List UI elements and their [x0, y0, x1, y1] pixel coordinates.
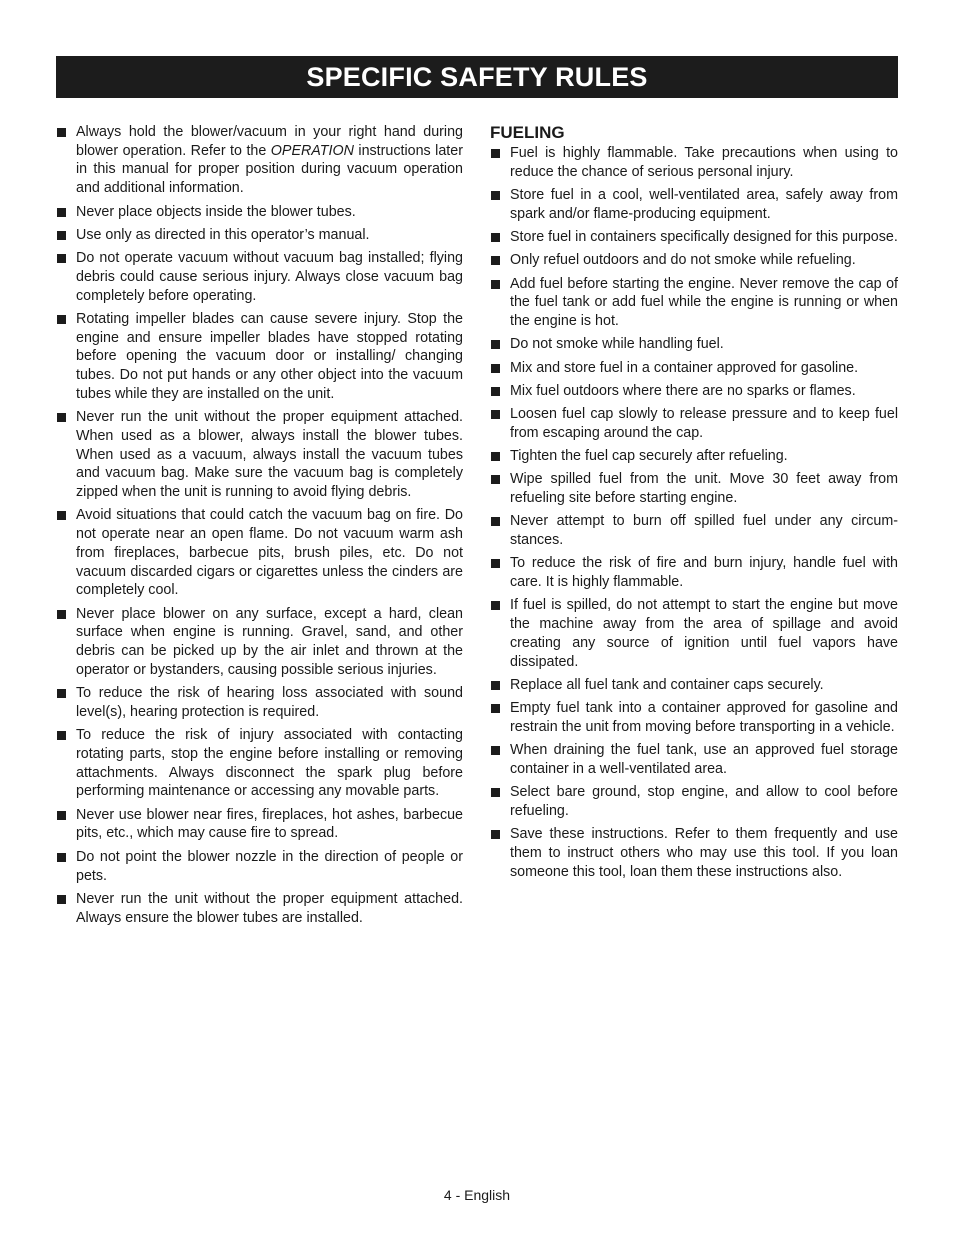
rule-text: Only refuel outdoors and do not smoke while refueling. — [510, 252, 856, 269]
page-number: 4 - English — [443, 1187, 511, 1203]
rule-text: Never run the unit without the proper equipment attached. Always ensure the blower tubes are installed. — [76, 890, 463, 926]
rule-text-part: instructions later in this manual for proper position during vacuum operation and additional information. — [76, 142, 463, 197]
square-bullet-icon — [491, 364, 500, 373]
operation-reference: OPERATION — [270, 142, 354, 159]
square-bullet-icon — [57, 413, 66, 422]
rule-text: Never place blower on any surface, except a hard, clean surface when engine is running. Gravel, sand, and other debris can be picked up by the air inlet and thrown at the operator or bystanders, causing possible serious injuries. — [76, 605, 463, 678]
page-title: SPECIFIC SAFETY RULES — [306, 61, 648, 92]
square-bullet-icon — [491, 452, 500, 461]
left-column — [56, 123, 463, 932]
safety-rules-list — [56, 123, 463, 927]
list-item — [490, 596, 898, 671]
square-bullet-icon — [57, 315, 66, 324]
square-bullet-icon — [491, 149, 500, 158]
list-item — [490, 382, 898, 401]
right-column — [490, 123, 898, 886]
rule-text: Add fuel before starting the engine. Never remove the cap of the fuel tank or add fuel while the engine is running or when the engine is hot. — [510, 275, 898, 329]
square-bullet-icon — [491, 410, 500, 419]
list-item — [490, 335, 898, 354]
square-bullet-icon — [57, 128, 66, 137]
square-bullet-icon — [491, 746, 500, 755]
rule-text: Never attempt to burn off spilled fuel under any circum- stances. — [510, 513, 898, 549]
square-bullet-icon — [57, 811, 66, 820]
list-item — [490, 825, 898, 881]
square-bullet-icon — [491, 233, 500, 242]
rule-text: Use only as directed in this operator’s manual. — [76, 226, 370, 243]
list-item — [56, 226, 463, 245]
list-item — [56, 890, 463, 927]
rule-text: Save these instructions. Refer to them frequently and use them to instruct others who may use this tool. If you loan someone this tool, loan them these instructions also. — [510, 826, 898, 880]
rule-text: Tighten the fuel cap securely after refueling. — [510, 448, 788, 465]
list-item — [490, 447, 898, 466]
list-item — [490, 676, 898, 695]
square-bullet-icon — [491, 681, 500, 690]
rule-text: To reduce the risk of injury associated with contacting rotating parts, stop the engine before installing or removing attachments. Always disconnect the spark plug before performing maintenance or accessing any movable parts. — [76, 727, 463, 800]
list-item — [56, 203, 463, 222]
rule-text: Store fuel in containers specifically designed for this purpose. — [510, 229, 898, 245]
rule-text: Avoid situations that could catch the vacuum bag on fire. Do not operate near an open flame. Do not vacuum warm ash from fireplaces, barbecue pits, brush piles, etc. Do not vacuum discarded cigars or cigarettes unless the cinders are completely cool. — [76, 507, 463, 599]
square-bullet-icon — [57, 208, 66, 217]
square-bullet-icon — [491, 517, 500, 526]
list-item — [490, 228, 898, 247]
list-item — [490, 359, 898, 378]
square-bullet-icon — [491, 256, 500, 265]
rule-text: Do not smoke while handling fuel. — [510, 336, 724, 353]
square-bullet-icon — [491, 559, 500, 568]
square-bullet-icon — [491, 191, 500, 200]
rule-text: Loosen fuel cap slowly to release pressure and to keep fuel from escaping around the cap. — [510, 406, 898, 441]
list-item — [490, 512, 898, 549]
square-bullet-icon — [491, 280, 500, 289]
rule-text: Never use blower near fires, fireplaces, hot ashes, barbecue pits, etc., which may cause fire to spread. — [76, 806, 463, 842]
rule-text: To reduce the risk of hearing loss associated with sound level(s), hearing protection is required. — [76, 685, 463, 720]
square-bullet-icon — [491, 340, 500, 349]
list-item — [490, 741, 898, 778]
square-bullet-icon — [57, 254, 66, 263]
list-item — [56, 123, 463, 198]
square-bullet-icon — [491, 788, 500, 797]
list-item — [490, 470, 898, 507]
square-bullet-icon — [57, 610, 66, 619]
rule-text: To reduce the risk of fire and burn injury, handle fuel with care. It is highly flammable. — [510, 555, 898, 591]
rule-text: Fuel is highly flammable. Take precautions when using to reduce the chance of serious personal injury. — [510, 145, 898, 180]
list-item — [56, 726, 463, 801]
list-item — [56, 249, 463, 305]
rule-text: If fuel is spilled, do not attempt to start the engine but move the machine away from the area of spillage and avoid creating any source of ignition until fuel vapors have dissipated. — [510, 597, 898, 670]
list-item — [56, 310, 463, 404]
rule-text: Never run the unit without the proper equipment attached. When used as a blower, always install the blower tubes. When used as a vacuum, always install the vacuum tubes and vacuum bag. Make sure the vacuum bag is completely zipped when the unit is running to avoid flying debris. — [76, 409, 463, 501]
rule-text: Never place objects inside the blower tubes. — [76, 203, 356, 220]
rule-text: Replace all fuel tank and container caps securely. — [510, 676, 824, 693]
rule-text: Do not operate vacuum without vacuum bag installed; flying debris could cause serious injury. Always close vacuum bag completely before operating. — [76, 250, 463, 304]
square-bullet-icon — [57, 853, 66, 862]
fueling-heading: FUELING — [490, 123, 565, 142]
rule-text: Wipe spilled fuel from the unit. Move 30 feet away from refueling site before starting engine. — [510, 471, 898, 507]
rule-text: Select bare ground, stop engine, and allow to cool before refueling. — [510, 784, 898, 819]
list-item — [490, 275, 898, 331]
square-bullet-icon — [491, 475, 500, 484]
list-item — [56, 806, 463, 843]
square-bullet-icon — [57, 895, 66, 904]
square-bullet-icon — [57, 731, 66, 740]
rule-text-part: Always hold the blower/vacuum in your right hand during blower operation. Refer to the — [76, 124, 463, 159]
rule-text: Mix and store fuel in a container approved for gasoline. — [510, 359, 859, 376]
square-bullet-icon — [491, 387, 500, 396]
square-bullet-icon — [57, 689, 66, 698]
rule-text: Mix fuel outdoors where there are no sparks or flames. — [510, 382, 856, 399]
list-item — [56, 684, 463, 721]
list-item — [56, 506, 463, 600]
square-bullet-icon — [57, 511, 66, 520]
list-item — [490, 186, 898, 223]
section-title-banner — [56, 56, 898, 98]
list-item — [490, 405, 898, 442]
list-item — [56, 605, 463, 680]
list-item — [490, 699, 898, 736]
square-bullet-icon — [57, 231, 66, 240]
rule-text: Do not point the blower nozzle in the direction of people or pets. — [76, 848, 463, 884]
rule-text: Rotating impeller blades can cause severe injury. Stop the engine and ensure impeller blades have stopped rotating before opening the vacuum door or installing/ changing tubes. Do not put hands or any other object into the vacuum tubes while they are installed on the unit. — [76, 311, 463, 402]
square-bullet-icon — [491, 601, 500, 610]
rule-text: Store fuel in a cool, well-ventilated area, safely away from spark and/or flame-producing equipment. — [510, 187, 898, 222]
list-item — [490, 144, 898, 181]
list-item — [490, 554, 898, 591]
list-item — [56, 848, 463, 885]
list-item — [490, 251, 898, 270]
square-bullet-icon — [491, 704, 500, 713]
list-item — [56, 408, 463, 502]
fueling-rules-list — [490, 144, 898, 881]
rule-text: When draining the fuel tank, use an approved fuel storage container in a well-ventilated area. — [510, 742, 898, 777]
rule-text: Empty fuel tank into a container approved for gasoline and restrain the unit from moving before transporting in a vehicle. — [510, 700, 898, 735]
list-item — [490, 783, 898, 820]
square-bullet-icon — [491, 830, 500, 839]
